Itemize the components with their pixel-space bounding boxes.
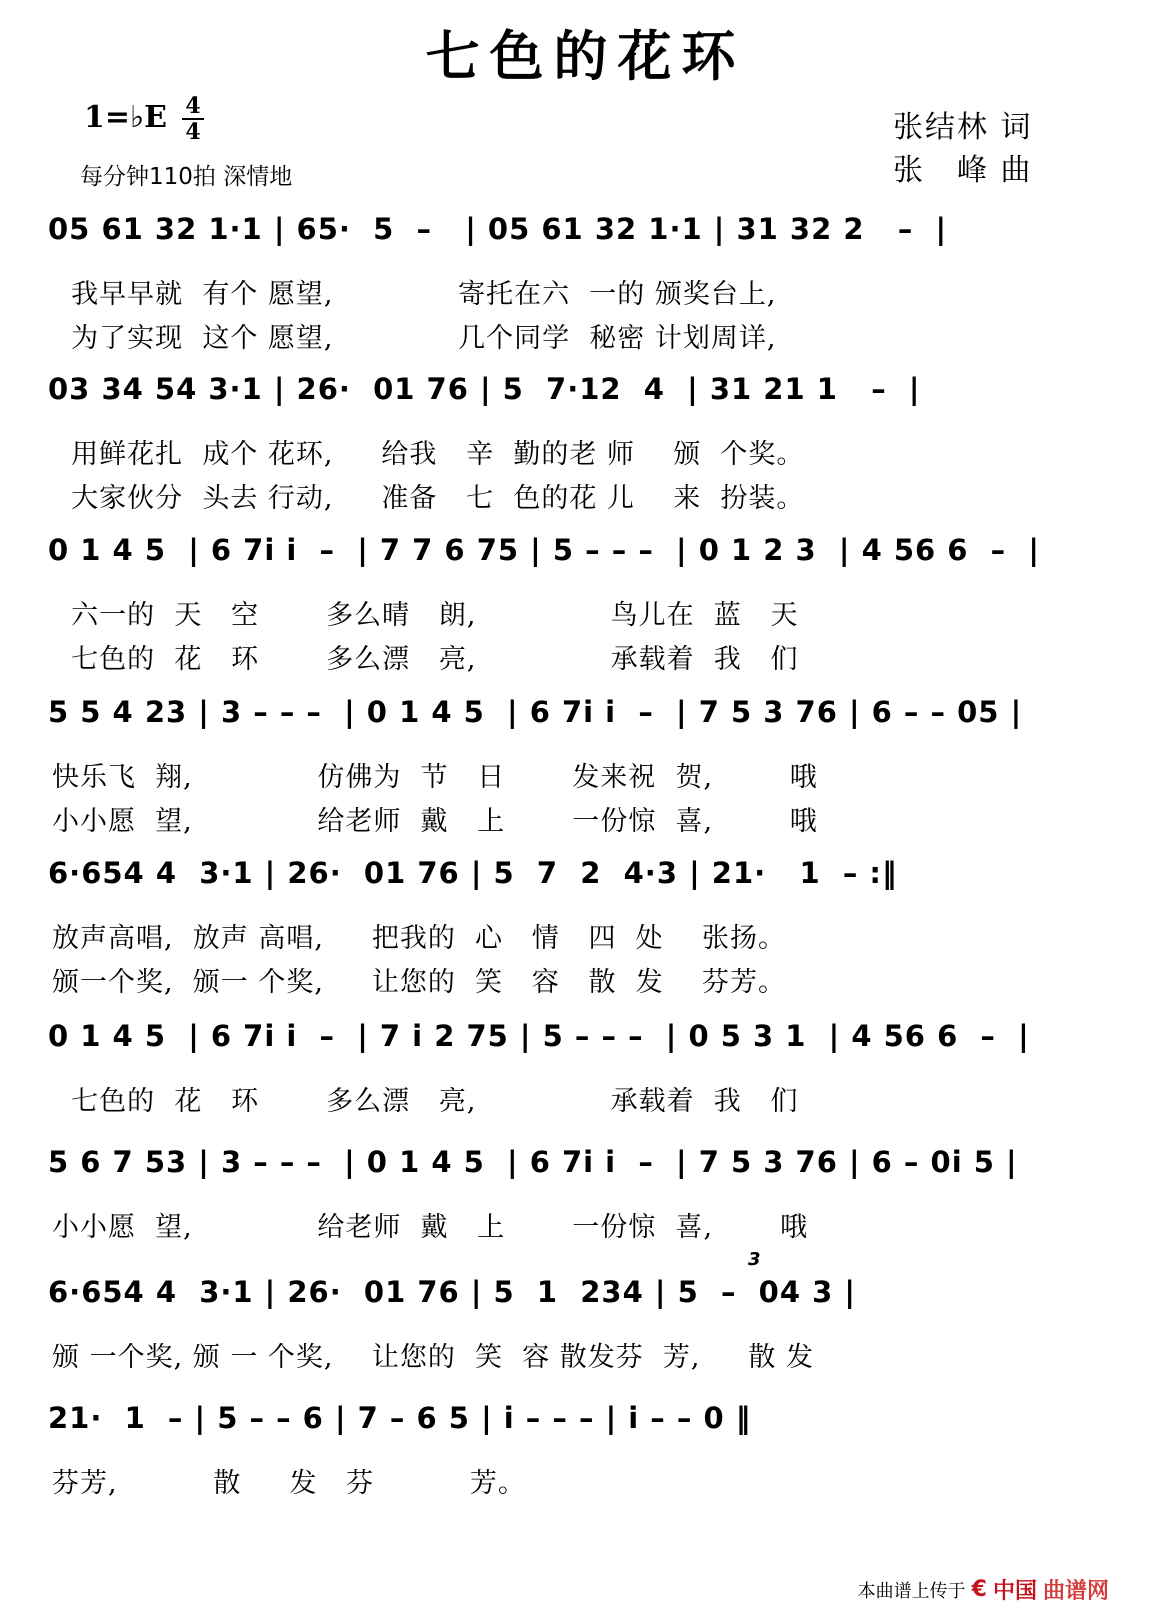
watermark-brand-2: 曲谱网 [1042,1578,1109,1604]
page-title: 七色的花环 [425,24,746,88]
lyrics-verse-1: 放声高唱, 放声 高唱, 把我的 心 情 四 处 张扬。 [52,923,786,954]
time-signature-top: 4 [185,93,201,119]
watermark-brand-1: 中国 [992,1578,1037,1604]
notes-line: 6·654 4 3·1 | 26· 01 76 | 5 1 234 | 5 – 04 3 | [48,1275,856,1309]
notes-line: 21· 1 – | 5 – – 6 | 7 – 6 5 | i – – – | i – – 0 ‖ [48,1401,752,1435]
composer-credit: 张 峰 曲 [893,153,1033,188]
triplet-mark: 3 [748,1249,761,1270]
lyrics-verse-1: 颁 一个奖, 颁 一 个奖, 让您的 笑 容 散发芬 芳, 散 发 [52,1342,814,1373]
watermark [858,1574,1109,1605]
notes-line: 0 1 4 5 | 6 7i i – | 7 7 6 75 | 5 – – – | 0 1 2 3 | 4 56 6 – | [48,533,1040,567]
notes-line: 03 34 54 3·1 | 26· 01 76 | 5 7·12 4 | 31 21 1 – | [48,372,921,406]
notes-line: 6·654 4 3·1 | 26· 01 76 | 5 7 2 4·3 | 21· 1 – :‖ [48,856,898,890]
time-signature-bottom: 4 [185,119,201,145]
key-signature: 1=♭E [84,100,168,135]
lyricist-credit: 张结林 词 [893,110,1033,145]
lyrics-verse-1: 我早早就 有个 愿望, 寄托在六 一的 颁奖台上, [52,279,777,310]
watermark-logo-icon: € [971,1577,987,1602]
lyrics-verse-1: 六一的 天 空 多么晴 朗, 鸟儿在 蓝 天 [52,600,799,631]
lyrics-verse-2: 颁一个奖, 颁一 个奖, 让您的 笑 容 散 发 芬芳。 [52,967,786,998]
lyrics-verse-1: 快乐飞 翔, 仿佛为 节 日 发来祝 贺, 哦 [52,762,818,793]
notes-line: 05 61 32 1·1 | 65· 5 – | 05 61 32 1·1 | 31 32 2 – | [48,212,948,246]
lyrics-verse-1: 用鲜花扎 成个 花环, 给我 辛 勤的老 师 颁 个奖。 [52,439,805,470]
notes-line: 5 6 7 53 | 3 – – – | 0 1 4 5 | 6 7i i – | 7 5 3 76 | 6 – 0i 5 | [48,1145,1018,1179]
tempo-marking: 每分钟110拍 深情地 [80,164,293,190]
lyrics-verse-1: 芬芳, 散 发 芬 芳。 [52,1468,526,1499]
lyrics-verse-2: 小小愿 望, 给老师 戴 上 一份惊 喜, 哦 [52,806,818,837]
lyrics-verse-2: 为了实现 这个 愿望, 几个同学 秘密 计划周详, [52,323,777,354]
lyrics-verse-2: 大家伙分 头去 行动, 准备 七 色的花 儿 来 扮装。 [52,483,805,514]
lyrics-verse-1: 小小愿 望, 给老师 戴 上 一份惊 喜, 哦 [52,1212,809,1243]
lyrics-verse-1: 七色的 花 环 多么漂 亮, 承载着 我 们 [52,1086,799,1117]
lyrics-verse-2: 七色的 花 环 多么漂 亮, 承载着 我 们 [52,644,799,675]
notes-line: 5 5 4 23 | 3 – – – | 0 1 4 5 | 6 7i i – | 7 5 3 76 | 6 – – 05 | [48,695,1023,729]
watermark-text: 本曲谱上传于 [857,1580,966,1602]
notes-line: 0 1 4 5 | 6 7i i – | 7 i 2 75 | 5 – – – | 0 5 3 1 | 4 56 6 – | [48,1019,1030,1053]
